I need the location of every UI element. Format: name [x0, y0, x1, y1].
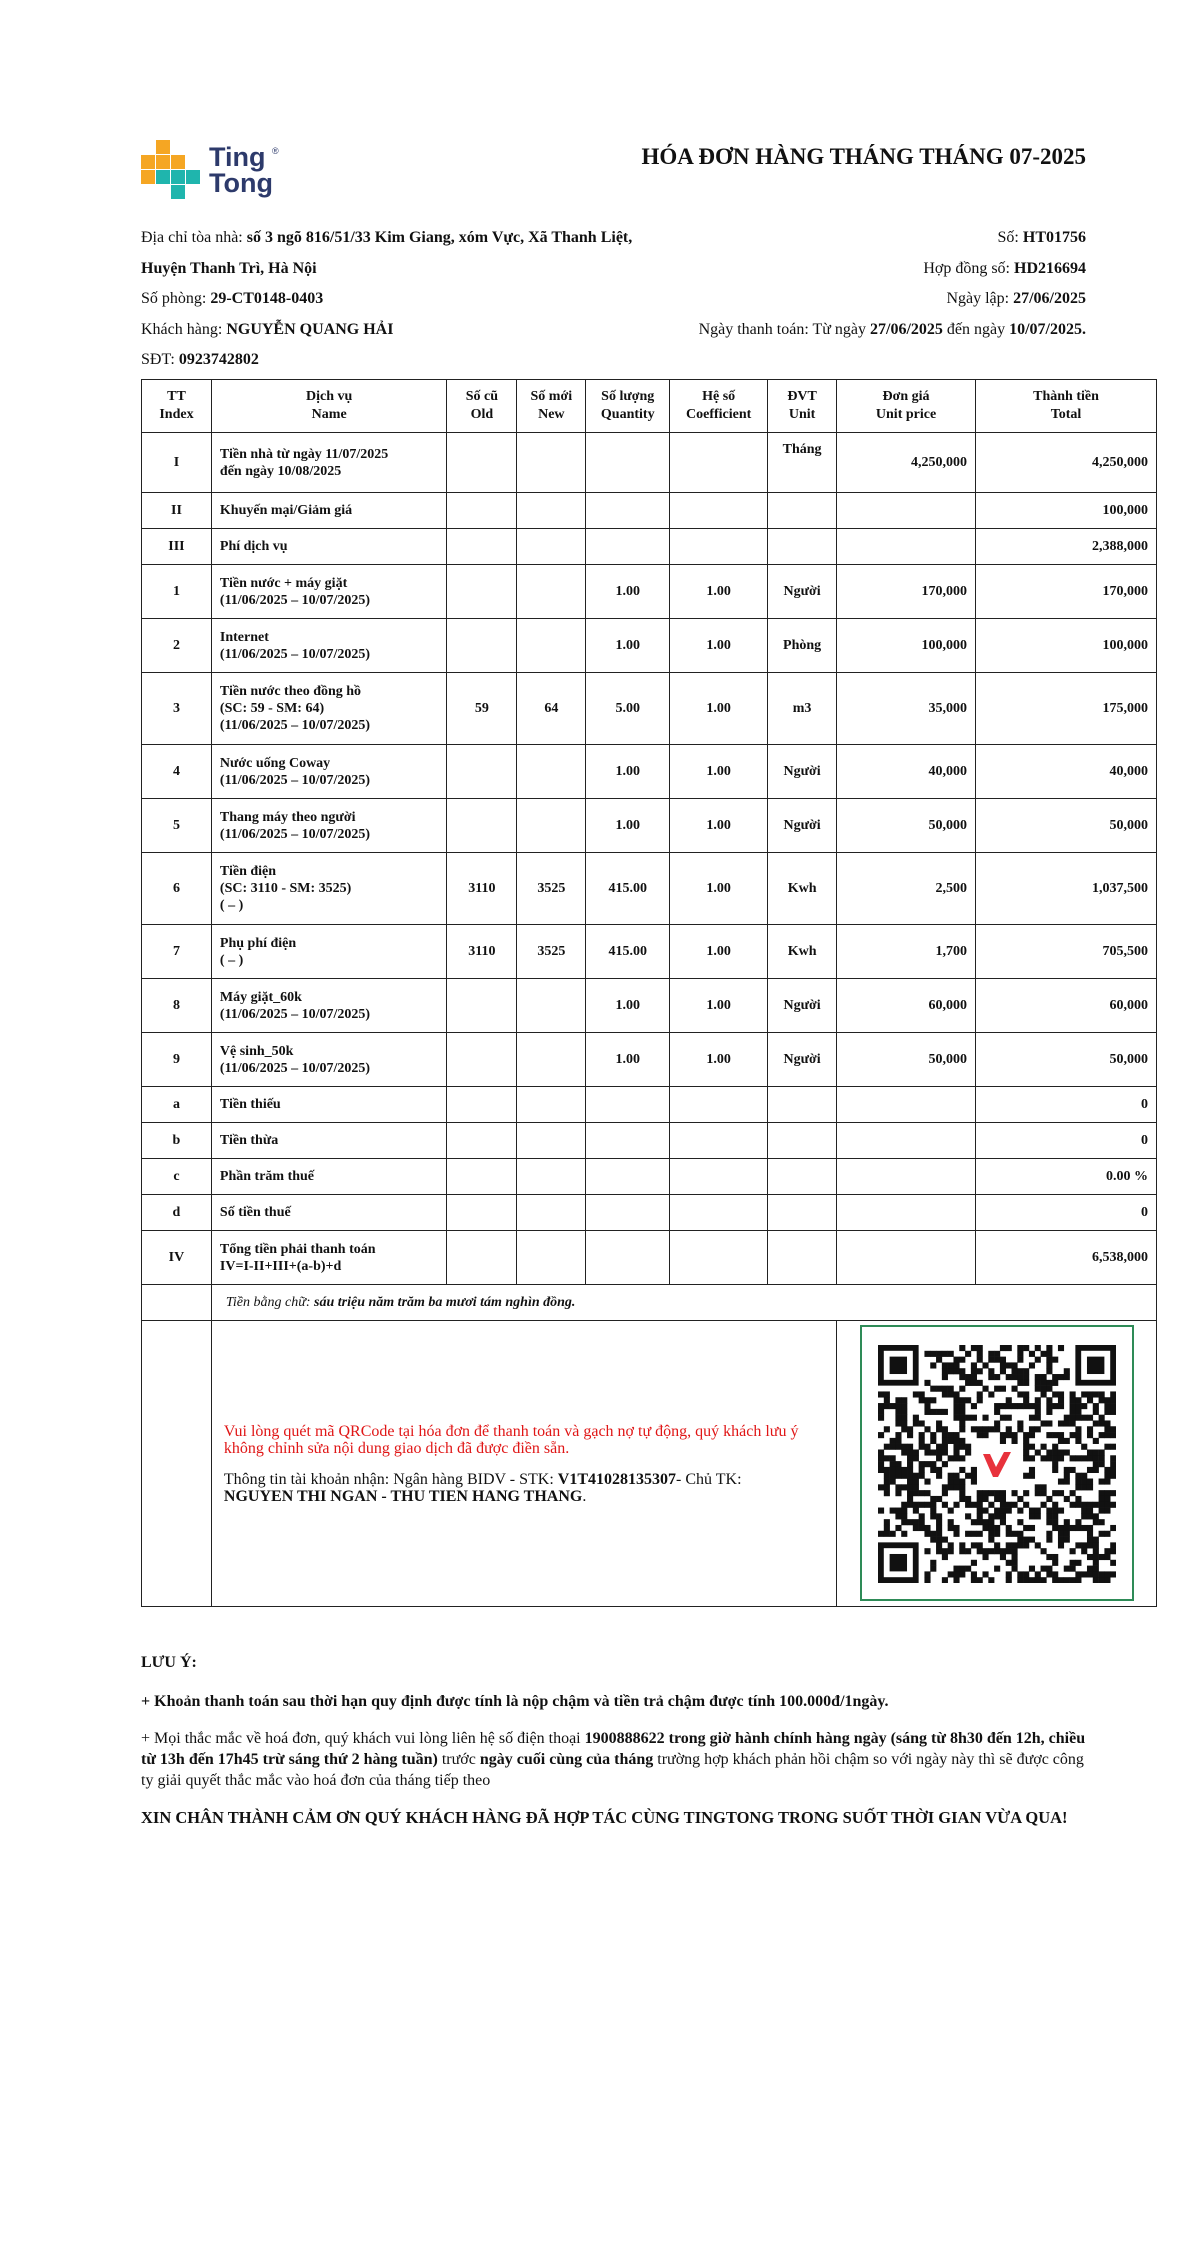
cell-old [447, 1087, 517, 1123]
cell-unit-price [837, 1087, 976, 1123]
created-date-line [566, 284, 1086, 315]
cell-total: 60,000 [976, 979, 1157, 1033]
cell-unit: Tháng [768, 433, 837, 493]
cell-coefficient: 1.00 [670, 925, 768, 979]
cell-quantity [586, 1159, 670, 1195]
cell-coefficient: 1.00 [670, 745, 768, 799]
table-row [142, 1159, 1157, 1195]
cell-unit [768, 493, 837, 529]
cell-name: Tiền nước theo đồng hồ (SC: 59 - SM: 64) (11/06/2025 – 10/07/2025) [211, 673, 447, 745]
contract-value: HD216694 [1014, 259, 1086, 277]
invoice-title: HÓA ĐƠN HÀNG THÁNG THÁNG 07-2025 [641, 144, 1086, 169]
invoice-number-label: Số: [997, 229, 1023, 246]
cell-quantity [586, 493, 670, 529]
table-row [142, 619, 1157, 673]
logo-text-tong: Tong [209, 168, 273, 198]
cell-new [517, 799, 586, 853]
note-late-payment: + Khoản thanh toán sau thời hạn quy định được tính là nộp chậm và tiền trả chậm được tính 100.000đ/1ngày. [141, 1693, 889, 1710]
cell-unit-price: 40,000 [837, 745, 976, 799]
address-label: Địa chỉ tòa nhà: [141, 229, 247, 246]
cell-quantity: 415.00 [586, 925, 670, 979]
cell-coefficient: 1.00 [670, 619, 768, 673]
cell-unit [768, 1159, 837, 1195]
cell-index: 4 [142, 745, 212, 799]
cell-quantity [586, 1231, 670, 1285]
header-index: TT Index [142, 380, 212, 433]
address-value: số 3 ngõ 816/51/33 Kim Giang, xóm Vực, Xã Thanh Liệt, Huyện Thanh Trì, Hà Nội [141, 229, 633, 277]
cell-old [447, 1123, 517, 1159]
table-row [142, 1087, 1157, 1123]
payment-date-label: Ngày thanh toán: Từ ngày [698, 320, 871, 338]
cell-index: 2 [142, 619, 212, 673]
note-contact [141, 1728, 1091, 1791]
table-row [142, 565, 1157, 619]
payment-date-to: 10/07/2025. [1009, 320, 1086, 338]
cell-old [447, 433, 517, 493]
table-row [142, 1231, 1157, 1285]
notes-title: LƯU Ý: [141, 1654, 197, 1671]
room-label: Số phòng: [141, 290, 211, 307]
cell-unit [768, 1087, 837, 1123]
cell-old: 3110 [447, 925, 517, 979]
cell-unit [768, 1231, 837, 1285]
amount-words-empty [142, 1285, 212, 1321]
logo-text-ting: Ting [209, 142, 266, 172]
cell-name: Thang máy theo người (11/06/2025 – 10/07/2025) [211, 799, 447, 853]
cell-name: Tiền thiếu [211, 1087, 447, 1123]
cell-unit-price: 2,500 [837, 853, 976, 925]
invoice-table [141, 379, 1157, 1607]
cell-new [517, 1159, 586, 1195]
cell-coefficient: 1.00 [670, 1033, 768, 1087]
contract-label: Hợp đồng số: [923, 259, 1014, 277]
cell-index: c [142, 1159, 212, 1195]
cell-index: 1 [142, 565, 212, 619]
cell-quantity [586, 433, 670, 493]
cell-unit-price: 100,000 [837, 619, 976, 673]
table-row [142, 1123, 1157, 1159]
invoice-meta [566, 223, 1086, 345]
cell-new: 64 [517, 673, 586, 745]
cell-quantity [586, 1087, 670, 1123]
table-row [142, 745, 1157, 799]
created-date-label: Ngày lập: [946, 290, 1014, 307]
cell-new [517, 493, 586, 529]
account-label: Thông tin tài khoản nhận: Ngân hàng BIDV - STK: [223, 1470, 558, 1488]
cell-coefficient [670, 1195, 768, 1231]
cell-coefficient: 1.00 [670, 673, 768, 745]
cell-coefficient [670, 433, 768, 493]
cell-coefficient [670, 1087, 768, 1123]
created-date-value: 27/06/2025 [1013, 290, 1086, 307]
cell-name: Tiền nhà từ ngày 11/07/2025 đến ngày 10/08/2025 [211, 433, 447, 493]
cell-total: 705,500 [976, 925, 1157, 979]
contract-line [566, 254, 1086, 285]
cell-name: Internet (11/06/2025 – 10/07/2025) [211, 619, 447, 673]
payment-date-from: 27/06/2025 [870, 320, 943, 338]
cell-unit-price: 4,250,000 [837, 433, 976, 493]
header-name: Dịch vụ Name [211, 380, 447, 433]
holder-name: NGUYEN THI NGAN - THU TIEN HANG THANG [223, 1487, 583, 1505]
cell-unit [768, 1123, 837, 1159]
header-new: Số mới New [517, 380, 586, 433]
cell-total: 0 [976, 1195, 1157, 1231]
table-row [142, 493, 1157, 529]
cell-name: Tổng tiền phải thanh toán IV=I-II+III+(a-b)+d [211, 1231, 447, 1285]
cell-old [447, 619, 517, 673]
payment-info-cell [211, 1321, 836, 1607]
cell-total: 2,388,000 [976, 529, 1157, 565]
invoice-number-line [566, 223, 1086, 254]
cell-quantity: 1.00 [586, 799, 670, 853]
cell-new [517, 565, 586, 619]
cell-unit [768, 1195, 837, 1231]
amount-words-cell [211, 1285, 1156, 1321]
cell-unit: Kwh [768, 853, 837, 925]
logo-mark-icon [141, 140, 201, 200]
cell-quantity [586, 1123, 670, 1159]
table-row [142, 1195, 1157, 1231]
cell-index: II [142, 493, 212, 529]
cell-quantity: 5.00 [586, 673, 670, 745]
header-total: Thành tiền Total [976, 380, 1157, 433]
cell-quantity: 1.00 [586, 565, 670, 619]
cell-name: Vệ sinh_50k (11/06/2025 – 10/07/2025) [211, 1033, 447, 1087]
cell-total: 4,250,000 [976, 433, 1157, 493]
cell-index: 8 [142, 979, 212, 1033]
cell-new [517, 619, 586, 673]
cell-total: 175,000 [976, 673, 1157, 745]
cell-unit: Phòng [768, 619, 837, 673]
cell-quantity: 1.00 [586, 979, 670, 1033]
cell-total: 6,538,000 [976, 1231, 1157, 1285]
header-coefficient: Hệ số Coefficient [670, 380, 768, 433]
table-row [142, 853, 1157, 925]
cell-unit-price: 170,000 [837, 565, 976, 619]
thanks-message: XIN CHÂN THÀNH CẢM ƠN QUÝ KHÁCH HÀNG ĐÃ HỢP TÁC CÙNG TINGTONG TRONG SUỐT THỜI GIAN VỪA QUA! [141, 1808, 1068, 1827]
amount-words-label: Tiền bằng chữ: [225, 1295, 315, 1310]
cell-name: Tiền nước + máy giặt (11/06/2025 – 10/07/2025) [211, 565, 447, 619]
cell-old [447, 979, 517, 1033]
customer-label: Khách hàng: [141, 320, 227, 338]
cell-total: 50,000 [976, 799, 1157, 853]
header-quantity: Số lượng Quantity [586, 380, 670, 433]
table-row [142, 673, 1157, 745]
cell-quantity: 1.00 [586, 619, 670, 673]
cell-index: 5 [142, 799, 212, 853]
note-contact-deadline: ngày cuối cùng của tháng [479, 1751, 654, 1768]
cell-unit: Người [768, 745, 837, 799]
amount-words-value: sáu triệu năm trăm ba mươi tám nghìn đồng. [314, 1295, 576, 1310]
cell-total: 170,000 [976, 565, 1157, 619]
cell-unit-price [837, 1231, 976, 1285]
holder-label: - Chủ TK: [676, 1470, 742, 1488]
cell-unit: m3 [768, 673, 837, 745]
cell-coefficient [670, 1123, 768, 1159]
cell-name: Máy giặt_60k (11/06/2025 – 10/07/2025) [211, 979, 447, 1033]
cell-name: Khuyến mại/Giảm giá [211, 493, 447, 529]
cell-name: Nước uống Coway (11/06/2025 – 10/07/2025) [211, 745, 447, 799]
cell-old [447, 1231, 517, 1285]
cell-quantity [586, 1195, 670, 1231]
cell-coefficient: 1.00 [670, 853, 768, 925]
cell-unit: Kwh [768, 925, 837, 979]
cell-old: 3110 [447, 853, 517, 925]
invoice-number-value: HT01756 [1022, 229, 1086, 246]
room-value: 29-CT0148-0403 [210, 290, 324, 307]
cell-name: Phần trăm thuế [211, 1159, 447, 1195]
cell-index: 7 [142, 925, 212, 979]
cell-old [447, 799, 517, 853]
cell-unit: Người [768, 799, 837, 853]
cell-old [447, 1159, 517, 1195]
cell-index: b [142, 1123, 212, 1159]
cell-new [517, 1231, 586, 1285]
cell-old [447, 1033, 517, 1087]
table-row [142, 799, 1157, 853]
cell-coefficient [670, 493, 768, 529]
cell-coefficient: 1.00 [670, 979, 768, 1033]
qr-frame [860, 1325, 1134, 1601]
payment-row [142, 1321, 1157, 1607]
cell-new: 3525 [517, 853, 586, 925]
cell-index: IV [142, 1231, 212, 1285]
cell-total: 0.00 % [976, 1159, 1157, 1195]
cell-new [517, 1195, 586, 1231]
cell-name: Tiền điện (SC: 3110 - SM: 3525) ( – ) [211, 853, 447, 925]
cell-unit-price: 60,000 [837, 979, 976, 1033]
payment-empty [142, 1321, 212, 1607]
header-unit-price: Đơn giá Unit price [837, 380, 976, 433]
cell-new [517, 1123, 586, 1159]
cell-new [517, 433, 586, 493]
cell-unit: Người [768, 1033, 837, 1087]
cell-index: d [142, 1195, 212, 1231]
cell-unit: Người [768, 979, 837, 1033]
cell-unit-price [837, 529, 976, 565]
cell-new [517, 529, 586, 565]
cell-index: III [142, 529, 212, 565]
cell-coefficient [670, 1159, 768, 1195]
payment-date-mid: đến ngày [942, 320, 1010, 338]
note-contact-hotline: 1900888622 trong giờ hành chính hàng ngày (sáng từ 8h30 đến 12h, chiều từ 13h đến 17h45 trừ sáng thứ 2 hàng tuần) [141, 1730, 1086, 1768]
cell-total: 100,000 [976, 619, 1157, 673]
cell-new [517, 745, 586, 799]
cell-quantity: 415.00 [586, 853, 670, 925]
qr-code-icon[interactable] [878, 1345, 1116, 1583]
qr-notice: Vui lòng quét mã QRCode tại hóa đơn để thanh toán và gạch nợ tự động, quý khách lưu ý không chỉnh sửa nội dung giao dịch đã được điền sẵn. [223, 1422, 799, 1457]
note-contact-e: trường hợp khách phản hồi chậm so với ngày này thì sẽ được công ty giải quyết thắc mắc vào hoá đơn của tháng tiếp theo [141, 1751, 1084, 1789]
holder-end: . [582, 1487, 587, 1505]
table-row [142, 925, 1157, 979]
cell-name: Số tiền thuế [211, 1195, 447, 1231]
cell-unit-price [837, 1195, 976, 1231]
cell-index: a [142, 1087, 212, 1123]
table-row [142, 433, 1157, 493]
cell-coefficient: 1.00 [670, 799, 768, 853]
cell-unit-price: 50,000 [837, 1033, 976, 1087]
cell-total: 100,000 [976, 493, 1157, 529]
cell-new [517, 1087, 586, 1123]
phone-value: 0923742802 [178, 351, 259, 368]
cell-unit: Người [768, 565, 837, 619]
cell-unit-price [837, 1123, 976, 1159]
cell-unit-price: 35,000 [837, 673, 976, 745]
cell-total: 1,037,500 [976, 853, 1157, 925]
cell-coefficient: 1.00 [670, 565, 768, 619]
table-row [142, 529, 1157, 565]
cell-new [517, 979, 586, 1033]
table-row [142, 1033, 1157, 1087]
cell-unit [768, 529, 837, 565]
cell-quantity [586, 529, 670, 565]
cell-old [447, 493, 517, 529]
tingtong-logo [141, 140, 291, 202]
cell-unit-price [837, 493, 976, 529]
cell-old: 59 [447, 673, 517, 745]
customer-value: NGUYỄN QUANG HẢI [226, 320, 394, 338]
cell-index: 3 [142, 673, 212, 745]
cell-coefficient [670, 1231, 768, 1285]
cell-old [447, 529, 517, 565]
header-unit: ĐVT Unit [768, 380, 837, 433]
cell-new: 3525 [517, 925, 586, 979]
cell-quantity: 1.00 [586, 1033, 670, 1087]
cell-unit-price: 1,700 [837, 925, 976, 979]
cell-old [447, 565, 517, 619]
header-old: Số cũ Old [447, 380, 517, 433]
amount-words-row [142, 1285, 1157, 1321]
note-contact-a: + Mọi thắc mắc về hoá đơn, quý khách vui lòng liên hệ số điện thoại [141, 1730, 585, 1747]
cell-new [517, 1033, 586, 1087]
cell-old [447, 745, 517, 799]
table-row [142, 979, 1157, 1033]
cell-unit-price [837, 1159, 976, 1195]
phone-label: SĐT: [141, 351, 179, 368]
cell-total: 0 [976, 1123, 1157, 1159]
payment-date-line [566, 315, 1086, 346]
phone-line [141, 345, 661, 376]
cell-name: Phí dịch vụ [211, 529, 447, 565]
notes-section [141, 1652, 1091, 1829]
cell-old [447, 1195, 517, 1231]
cell-quantity: 1.00 [586, 745, 670, 799]
qr-cell [837, 1321, 1157, 1607]
cell-index: 6 [142, 853, 212, 925]
logo-reg-mark: ® [272, 146, 279, 156]
cell-coefficient [670, 529, 768, 565]
note-contact-c: trước [437, 1751, 480, 1768]
table-header-row [142, 380, 1157, 433]
cell-name: Phụ phí điện ( – ) [211, 925, 447, 979]
cell-total: 40,000 [976, 745, 1157, 799]
cell-name: Tiền thừa [211, 1123, 447, 1159]
account-info [224, 1471, 824, 1505]
cell-total: 0 [976, 1087, 1157, 1123]
account-number: V1T41028135307 [557, 1470, 677, 1488]
cell-index: I [142, 433, 212, 493]
cell-index: 9 [142, 1033, 212, 1087]
cell-total: 50,000 [976, 1033, 1157, 1087]
cell-unit-price: 50,000 [837, 799, 976, 853]
